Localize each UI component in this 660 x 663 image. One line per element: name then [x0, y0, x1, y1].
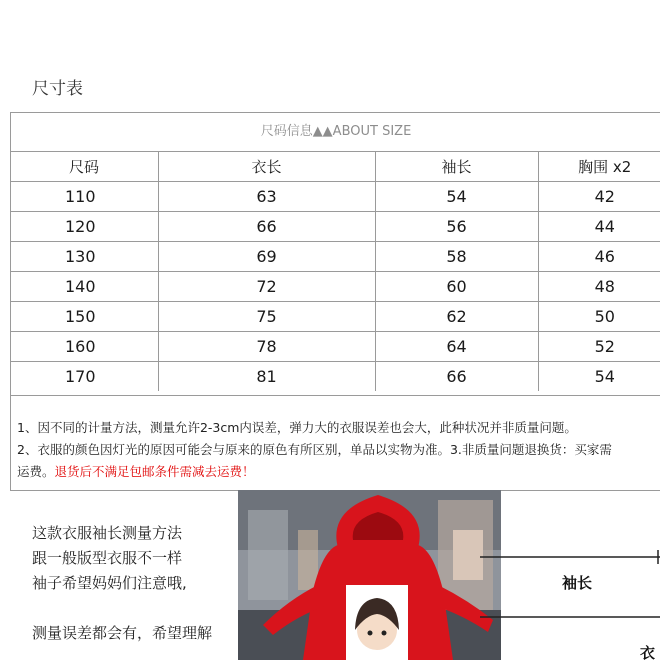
table-row	[11, 212, 660, 242]
table-cell: 75	[158, 302, 375, 332]
table-row	[11, 362, 660, 392]
table-cell: 150	[11, 302, 158, 332]
column-header-chest: 胸围 x2	[538, 152, 660, 182]
measure-note-line: 跟一般版型衣服不一样	[32, 549, 183, 567]
note-line-3	[17, 462, 255, 480]
measure-note-line: 袖子希望妈妈们注意哦,	[32, 574, 187, 592]
table-cell: 52	[538, 332, 660, 362]
table-cell: 48	[538, 272, 660, 302]
page-title: 尺寸表	[32, 79, 83, 99]
measure-note-line: 这款衣服袖长测量方法	[32, 524, 183, 542]
table-cell: 44	[538, 212, 660, 242]
table-cell: 72	[158, 272, 375, 302]
table-cell: 63	[158, 182, 375, 212]
table-cell: 69	[158, 242, 375, 272]
table-cell: 66	[158, 212, 375, 242]
table-row	[11, 272, 660, 302]
sleeve-length-label: 袖长	[562, 574, 593, 592]
column-header-sleeve: 袖长	[375, 152, 538, 182]
product-photo	[238, 490, 501, 660]
table-cell: 140	[11, 272, 158, 302]
table-cell: 160	[11, 332, 158, 362]
size-table-container	[10, 112, 660, 396]
note-line-3-text: 运费。	[17, 464, 55, 479]
table-row	[11, 332, 660, 362]
table-cell: 54	[538, 362, 660, 392]
note-line-2: 2、衣服的颜色因灯光的原因可能会与原来的原色有所区别，单品以实物为准。3.非质量问题退换货：买家需	[17, 442, 612, 457]
table-cell: 56	[375, 212, 538, 242]
table-cell: 78	[158, 332, 375, 362]
table-cell: 60	[375, 272, 538, 302]
measure-note-line: 测量误差都会有，希望理解	[32, 624, 213, 642]
table-cell: 46	[538, 242, 660, 272]
column-header-size: 尺码	[11, 152, 158, 182]
table-cell: 54	[375, 182, 538, 212]
table-cell: 170	[11, 362, 158, 392]
size-table-heading: 尺码信息▲▲ABOUT SIZE	[260, 124, 412, 139]
table-cell: 130	[11, 242, 158, 272]
column-header-length: 衣长	[158, 152, 375, 182]
note-warning-text: 退货后不满足包邮条件需减去运费！	[54, 464, 255, 479]
garment-length-label: 衣	[640, 644, 656, 662]
table-header-row	[11, 152, 660, 182]
notes-box	[10, 394, 660, 491]
table-cell: 81	[158, 362, 375, 392]
table-row	[11, 302, 660, 332]
table-cell: 120	[11, 212, 158, 242]
table-row	[11, 242, 660, 272]
hoodie-photo-illustration	[238, 490, 501, 660]
table-cell: 66	[375, 362, 538, 392]
table-cell: 42	[538, 182, 660, 212]
table-cell: 50	[538, 302, 660, 332]
note-line-1: 1、因不同的计量方法，测量允许2-3cm内误差，弹力大的衣服误差也会大，此种状况并非质量问题。	[17, 420, 577, 435]
size-table	[11, 151, 660, 391]
table-row	[11, 182, 660, 212]
table-cell: 58	[375, 242, 538, 272]
table-cell: 110	[11, 182, 158, 212]
table-cell: 62	[375, 302, 538, 332]
table-cell: 64	[375, 332, 538, 362]
